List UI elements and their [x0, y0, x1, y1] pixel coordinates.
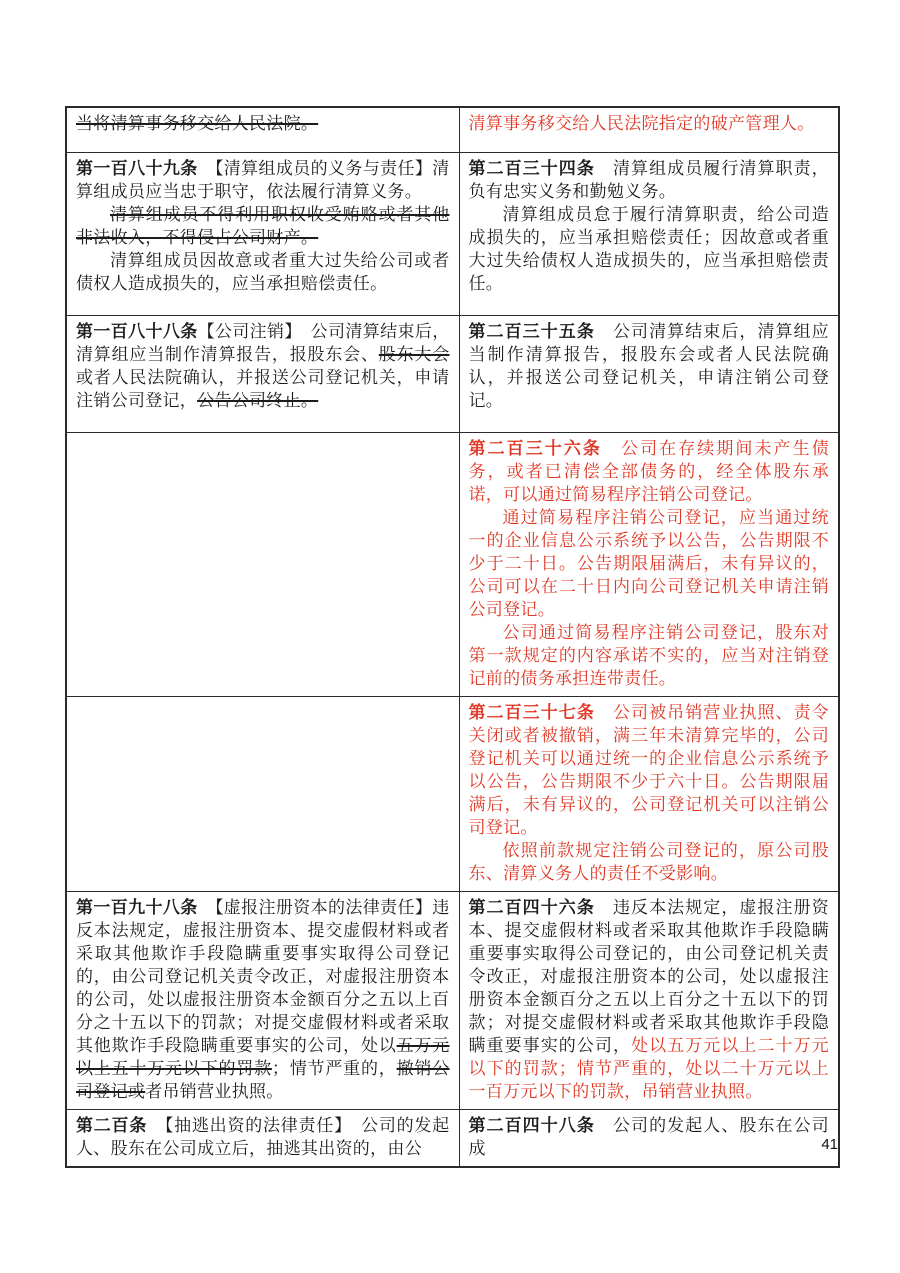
text-segment: 清算组成员因故意或者重大过失给公司或者债权人造成损失的，应当承担赔偿责任。 [76, 251, 450, 293]
law-comparison-table [65, 106, 840, 1168]
cell-left [66, 892, 459, 1110]
paragraph [469, 701, 830, 839]
cell-left [66, 316, 459, 433]
text-segment: 公告公司终止。 [197, 391, 319, 410]
text-segment: 违反本法规定，虚报注册资本、提交虚假材料或者采取其他欺诈手段隐瞒重要事实取得公司登记的，由公司登记机关责令改正，对虚报注册资本的公司，处以虚报注册资本金额百分之五以上百分之十五以下的罚款；对提交虚假材料或者采取其他欺诈手段隐瞒重要事实的公司， [468, 898, 829, 1055]
text-segment: 第二百条 [76, 1116, 148, 1135]
cell-right [459, 892, 839, 1110]
table-row [66, 316, 839, 433]
paragraph [76, 112, 450, 135]
text-segment: 公司在存续期间未产生债务，或者已清偿全部债务的，经全体股东承诺，可以通过简易程序注销公司登记。 [468, 439, 829, 504]
text-segment: 【公司注销】 公司清算结束后，清算组应当制作清算报告，报股东会、 [76, 322, 450, 364]
cell-right [459, 153, 839, 316]
paragraph [76, 157, 450, 203]
table-row [66, 153, 839, 316]
cell-left [66, 107, 459, 153]
text-segment: 公司被吊销营业执照、责令关闭或者被撤销，满三年未清算完毕的，公司登记机关可以通过统一的企业信息公示系统予以公告，公告期限不少于六十日。公告期限届满后，未有异议的，公司登记机关可以注销公司登记。 [468, 703, 829, 837]
text-segment: 撤销公司登记或 [76, 1059, 450, 1101]
text-segment: 股东大会 [378, 345, 450, 364]
text-segment: 当将清算事务移交给人民法院。 [76, 114, 319, 133]
text-segment: 第二百三十五条 [468, 322, 595, 341]
cell-left [66, 1110, 459, 1168]
text-segment: 依照前款规定注销公司登记的，原公司股东、清算义务人的责任不受影响。 [468, 841, 829, 883]
paragraph [469, 112, 830, 135]
table-row [66, 1110, 839, 1168]
text-segment: 【抽逃出资的法律责任】 公司的发起人、股东在公司成立后，抽逃其出资的，由公 [76, 1116, 450, 1158]
text-segment: 第二百四十八条 [468, 1116, 595, 1135]
comparison-table-body [66, 107, 839, 1167]
paragraph [76, 203, 450, 249]
paragraph [469, 896, 830, 1103]
paragraph [76, 1114, 450, 1160]
cell-right [459, 1110, 839, 1168]
paragraph [76, 896, 450, 1103]
page-number: 41 [821, 1136, 838, 1153]
cell-left [66, 697, 459, 892]
table-row [66, 697, 839, 892]
text-segment: 公司的发起人、股东在公司成 [468, 1116, 829, 1158]
table-row [66, 433, 839, 697]
text-segment: 第一百八十九条 [76, 159, 198, 178]
text-segment: 【清算组成员的义务与责任】清算组成员应当忠于职守，依法履行清算义务。 [76, 159, 450, 201]
text-segment: 或者人民法院确认，并报送公司登记机关，申请注销公司登记， [76, 368, 450, 410]
text-segment: 第二百三十六条 [468, 439, 602, 458]
text-segment: 清算事务移交给人民法院指定的破产管理人。 [468, 114, 815, 133]
text-segment: 处以五万元以上二十万元以下的罚款；情节严重的，处以二十万元以上一百万元以下的罚款，吊销营业执照。 [468, 1036, 829, 1101]
cell-right [459, 433, 839, 697]
paragraph [469, 437, 830, 506]
paragraph [469, 1114, 830, 1160]
text-segment: 第一百九十八条 [76, 898, 198, 917]
paragraph [469, 506, 830, 621]
paragraph [469, 621, 830, 690]
text-segment: 第一百八十八条 [76, 322, 198, 341]
text-segment: 通过简易程序注销公司登记，应当通过统一的企业信息公示系统予以公告，公告期限不少于二十日。公告期限届满后，未有异议的，公司可以在二十日内向公司登记机关申请注销公司登记。 [468, 508, 829, 619]
text-segment: 【虚报注册资本的法律责任】违反本法规定，虚报注册资本、提交虚假材料或者采取其他欺诈手段隐瞒重要事实取得公司登记的，由公司登记机关责令改正，对虚报注册资本的公司，处以虚报注册资本金额百分之五以上百分之十五以下的罚款；对提交虚假材料或者采取其他欺诈手段隐瞒重要事实的公司，处以 [76, 898, 450, 1055]
text-segment: 第二百三十七条 [468, 703, 595, 722]
text-segment: 者吊销营业执照。 [145, 1082, 284, 1101]
paragraph [76, 320, 450, 412]
cell-right [459, 697, 839, 892]
text-segment: 清算组成员怠于履行清算职责，给公司造成损失的，应当承担赔偿责任；因故意或者重大过失给债权人造成损失的，应当承担赔偿责任。 [468, 205, 829, 293]
paragraph [469, 203, 830, 295]
text-segment: 五万元以上五十万元以下的罚款 [76, 1036, 450, 1078]
table-row [66, 107, 839, 153]
cell-left [66, 153, 459, 316]
paragraph [469, 320, 830, 412]
cell-right [459, 107, 839, 153]
paragraph [469, 157, 830, 203]
text-segment: 公司清算结束后，清算组应当制作清算报告，报股东会或者人民法院确认，并报送公司登记机关，申请注销公司登记。 [468, 322, 829, 410]
text-segment: 第二百四十六条 [468, 898, 595, 917]
cell-left [66, 433, 459, 697]
text-segment: 第二百三十四条 [468, 159, 595, 178]
text-segment: 公司通过简易程序注销公司登记，股东对第一款规定的内容承诺不实的，应当对注销登记前的债务承担连带责任。 [468, 623, 829, 688]
table-row [66, 892, 839, 1110]
text-segment: ；情节严重的， [271, 1059, 397, 1078]
text-segment: 清算组成员履行清算职责，负有忠实义务和勤勉义务。 [468, 159, 829, 201]
text-segment: 清算组成员不得利用职权收受贿赂或者其他非法收入，不得侵占公司财产。 [76, 205, 450, 247]
paragraph [469, 839, 830, 885]
cell-right [459, 316, 839, 433]
paragraph [76, 249, 450, 295]
